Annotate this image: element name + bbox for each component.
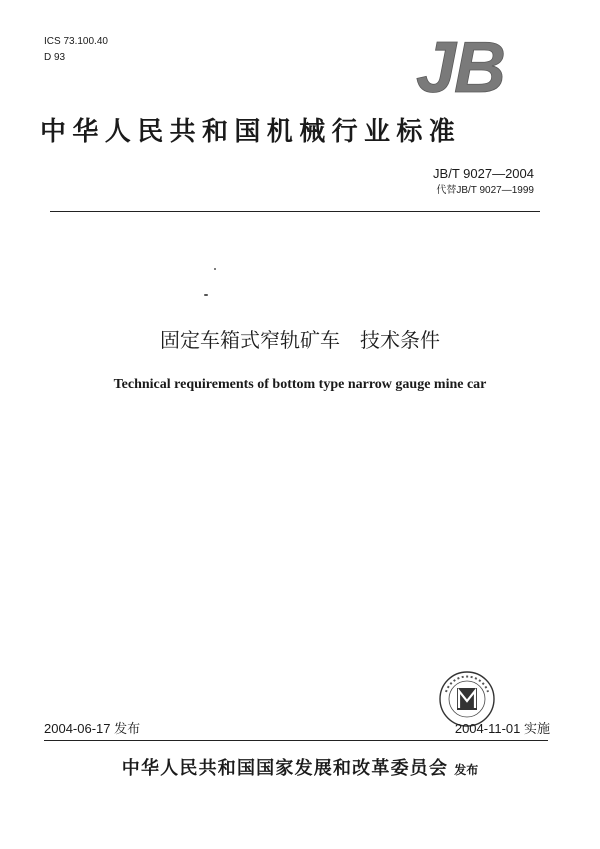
bottom-divider bbox=[44, 740, 548, 741]
issuer-line bbox=[0, 757, 600, 782]
standard-category-title: 中华人民共和国机械行业标准 bbox=[40, 117, 462, 147]
document-title-en: Technical requirements of bottom type narrow gauge mine car bbox=[113, 377, 487, 392]
classification-code: D 93 bbox=[44, 52, 66, 63]
jb-logo-text: JB bbox=[415, 36, 505, 98]
jb-logo bbox=[398, 36, 522, 98]
publish-date: 2004-06-17 发布 bbox=[44, 721, 141, 736]
replaces-standard: 代替JB/T 9027—1999 bbox=[436, 185, 534, 196]
publisher-seal-icon bbox=[438, 670, 496, 728]
effective-date: 2004-11-01 实施 bbox=[454, 721, 550, 736]
top-divider bbox=[50, 211, 540, 212]
issuer-name: 中华人民共和国国家发展和改革委员会 bbox=[121, 758, 449, 779]
scan-speck bbox=[204, 294, 208, 296]
document-title-cn: 固定车箱式窄轨矿车 技术条件 bbox=[160, 328, 440, 352]
standard-number: JB/T 9027—2004 bbox=[433, 166, 534, 181]
ics-code: ICS 73.100.40 bbox=[44, 36, 108, 47]
issuer-action: 发布 bbox=[454, 763, 479, 777]
scan-speck bbox=[214, 268, 216, 270]
